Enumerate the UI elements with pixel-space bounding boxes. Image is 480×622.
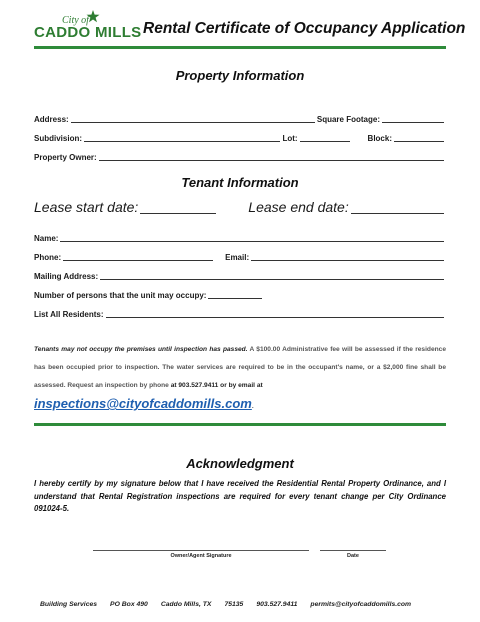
sqft-field[interactable] [382,113,444,123]
lease-dates-row [34,199,446,215]
lot-field[interactable] [300,132,350,142]
signature-caption: Owner/Agent Signature [170,553,232,559]
notice-lead: Tenants may not occupy the premises until inspection has passed. [34,346,248,353]
phone-row [34,250,446,262]
name-label: Name: [34,234,59,243]
email-field[interactable] [251,251,444,261]
owner-label: Property Owner: [34,153,97,162]
address-field[interactable] [71,113,315,123]
footer-zip: 75135 [224,601,244,608]
persons-label: Number of persons that the unit may occupy: [34,291,207,300]
subdivision-field[interactable] [84,132,280,142]
inspections-email-link[interactable]: inspections@cityofcaddomills.com [34,396,252,411]
residents-field[interactable] [106,308,445,318]
name-field[interactable] [60,232,444,242]
footer-phone: 903.527.9411 [256,601,298,608]
notice-period: . [251,403,254,410]
lot-label: Lot: [282,134,298,143]
acknowledgment-heading: Acknowledgment [186,456,294,471]
logo-caddo-mills: CADDO MILLS [34,24,142,41]
lease-start-label: Lease start date: [34,199,139,215]
block-field[interactable] [394,132,444,142]
inspection-notice [34,341,446,416]
phone-label: Phone: [34,253,62,262]
lease-end-label: Lease end date: [248,199,349,215]
owner-row [34,150,446,162]
name-row [34,231,446,243]
address-label: Address: [34,115,69,124]
lease-end-field[interactable] [351,201,444,214]
subdivision-label: Subdivision: [34,134,82,143]
footer-email[interactable]: permits@cityofcaddomills.com [310,601,412,608]
header-divider [34,46,446,49]
footer [40,601,424,608]
subdivision-row [34,131,446,143]
footer-city: Caddo Mills, TX [160,601,212,608]
mailing-field[interactable] [100,270,444,280]
notice-body: A $100.00 Administrative fee will be assessed if the residence has been occupied prior to inspection. The water services are required to be in the occupant's name, or a $2,000 fine shall be assessed. Request an inspection by phone [34,346,446,389]
lease-start-field[interactable] [140,201,216,214]
logo-city-text: City of [62,15,89,26]
residents-row [34,307,446,319]
texas-star-icon [86,10,100,23]
residents-label: List All Residents: [34,310,104,319]
notice-divider [34,423,446,426]
block-label: Block: [367,134,392,143]
date-caption: Date [347,553,359,559]
owner-field[interactable] [99,151,444,161]
email-label: Email: [225,253,250,262]
footer-po-box: PO Box 490 [110,601,148,608]
persons-field[interactable] [208,289,262,299]
persons-row [34,288,446,300]
date-line[interactable] [320,550,386,551]
acknowledgment-text: I hereby certify by my signature below that I have received the Residential Rental Property Ordinance, and I understand that Rental Registration inspections are required for every tenant change per City Ordinance 091024-5. [34,479,446,513]
page-title: Rental Certificate of Occupancy Application [143,20,466,37]
signature-line[interactable] [93,550,309,551]
notice-contact: at 903.527.9411 or by email at [170,382,263,389]
address-row [34,112,446,124]
footer-department: Building Services [40,601,98,608]
phone-field[interactable] [63,251,213,261]
mailing-label: Mailing Address: [34,272,99,281]
sqft-label: Square Footage: [316,115,380,124]
property-heading: Property Information [175,68,305,83]
tenant-heading: Tenant Information [181,175,299,190]
mailing-row [34,269,446,281]
